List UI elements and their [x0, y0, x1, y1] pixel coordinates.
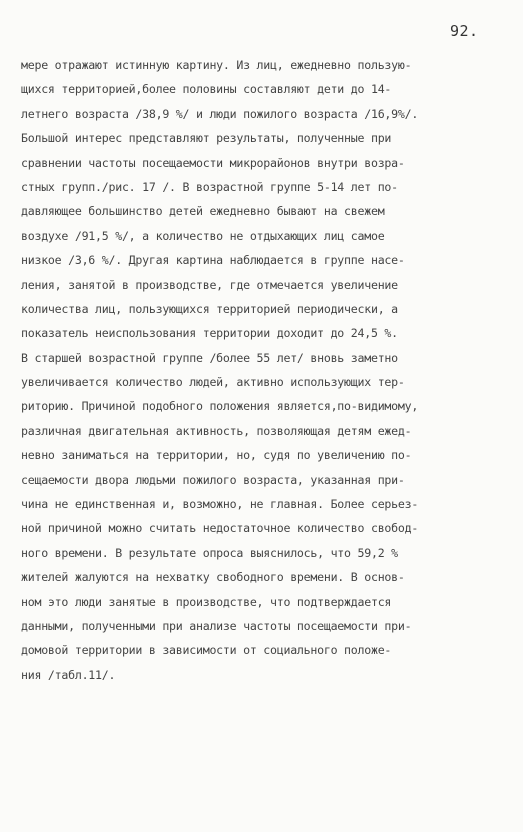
text-line: ния /табл.11/. [21, 667, 116, 682]
page-number: 92. [450, 22, 479, 40]
text-line: ления, занятой в производстве, где отмечается увеличение [21, 277, 398, 292]
text-line: стных групп./рис. 17 /. В возрастной группе 5-14 лет по- [21, 179, 398, 194]
text-line: количества лиц, пользующихся территорией периодически, а [21, 301, 398, 316]
body-text [21, 53, 501, 687]
text-line: летнего возраста /38,9 %/ и люди пожилого возраста /16,9%/. [21, 106, 419, 121]
text-line: риторию. Причиной подобного положения является,по-видимому, [21, 399, 419, 414]
text-line: чина не единственная и, возможно, не главная. Более серьез- [21, 497, 419, 512]
text-line: низкое /3,6 %/. Другая картина наблюдается в группе насе- [21, 253, 405, 268]
text-line: ном это люди занятые в производстве, что подтверждается [21, 594, 392, 609]
text-line: В старшей возрастной группе /более 55 лет/ вновь заметно [21, 350, 398, 365]
text-line: невно заниматься на территории, но, судя по увеличению по- [21, 448, 412, 463]
text-line: домовой территории в зависимости от социального положе- [21, 643, 392, 658]
text-line: данными, полученными при анализе частоты посещаемости при- [21, 618, 412, 633]
text-line: показатель неиспользования территории доходит до 24,5 %. [21, 326, 398, 341]
text-line: сравнении частоты посещаемости микрорайонов внутри возра- [21, 155, 405, 170]
text-line: ного времени. В результате опроса выяснилось, что 59,2 % [21, 545, 398, 560]
text-line: мере отражают истинную картину. Из лиц, ежедневно пользую- [21, 58, 412, 72]
text-line: Большой интерес представляют результаты, полученные при [21, 131, 392, 146]
text-line: жителей жалуются на нехватку свободного времени. В основ- [21, 570, 405, 585]
text-line: воздухе /91,5 %/, а количество не отдыхающих лиц самое [21, 228, 385, 243]
text-line: различная двигательная активность, позволяющая детям ежед- [21, 423, 412, 438]
text-line: сещаемости двора людьми пожилого возраста, указанная при- [21, 472, 405, 487]
text-line: щихся территорией,более половины составляют дети до 14- [21, 82, 392, 97]
text-line: увеличивается количество людей, активно использующих тер- [21, 375, 405, 390]
text-line: давляющее большинство детей ежедневно бывают на свежем [21, 204, 385, 219]
text-line: ной причиной можно считать недостаточное количество свобод- [21, 521, 419, 536]
